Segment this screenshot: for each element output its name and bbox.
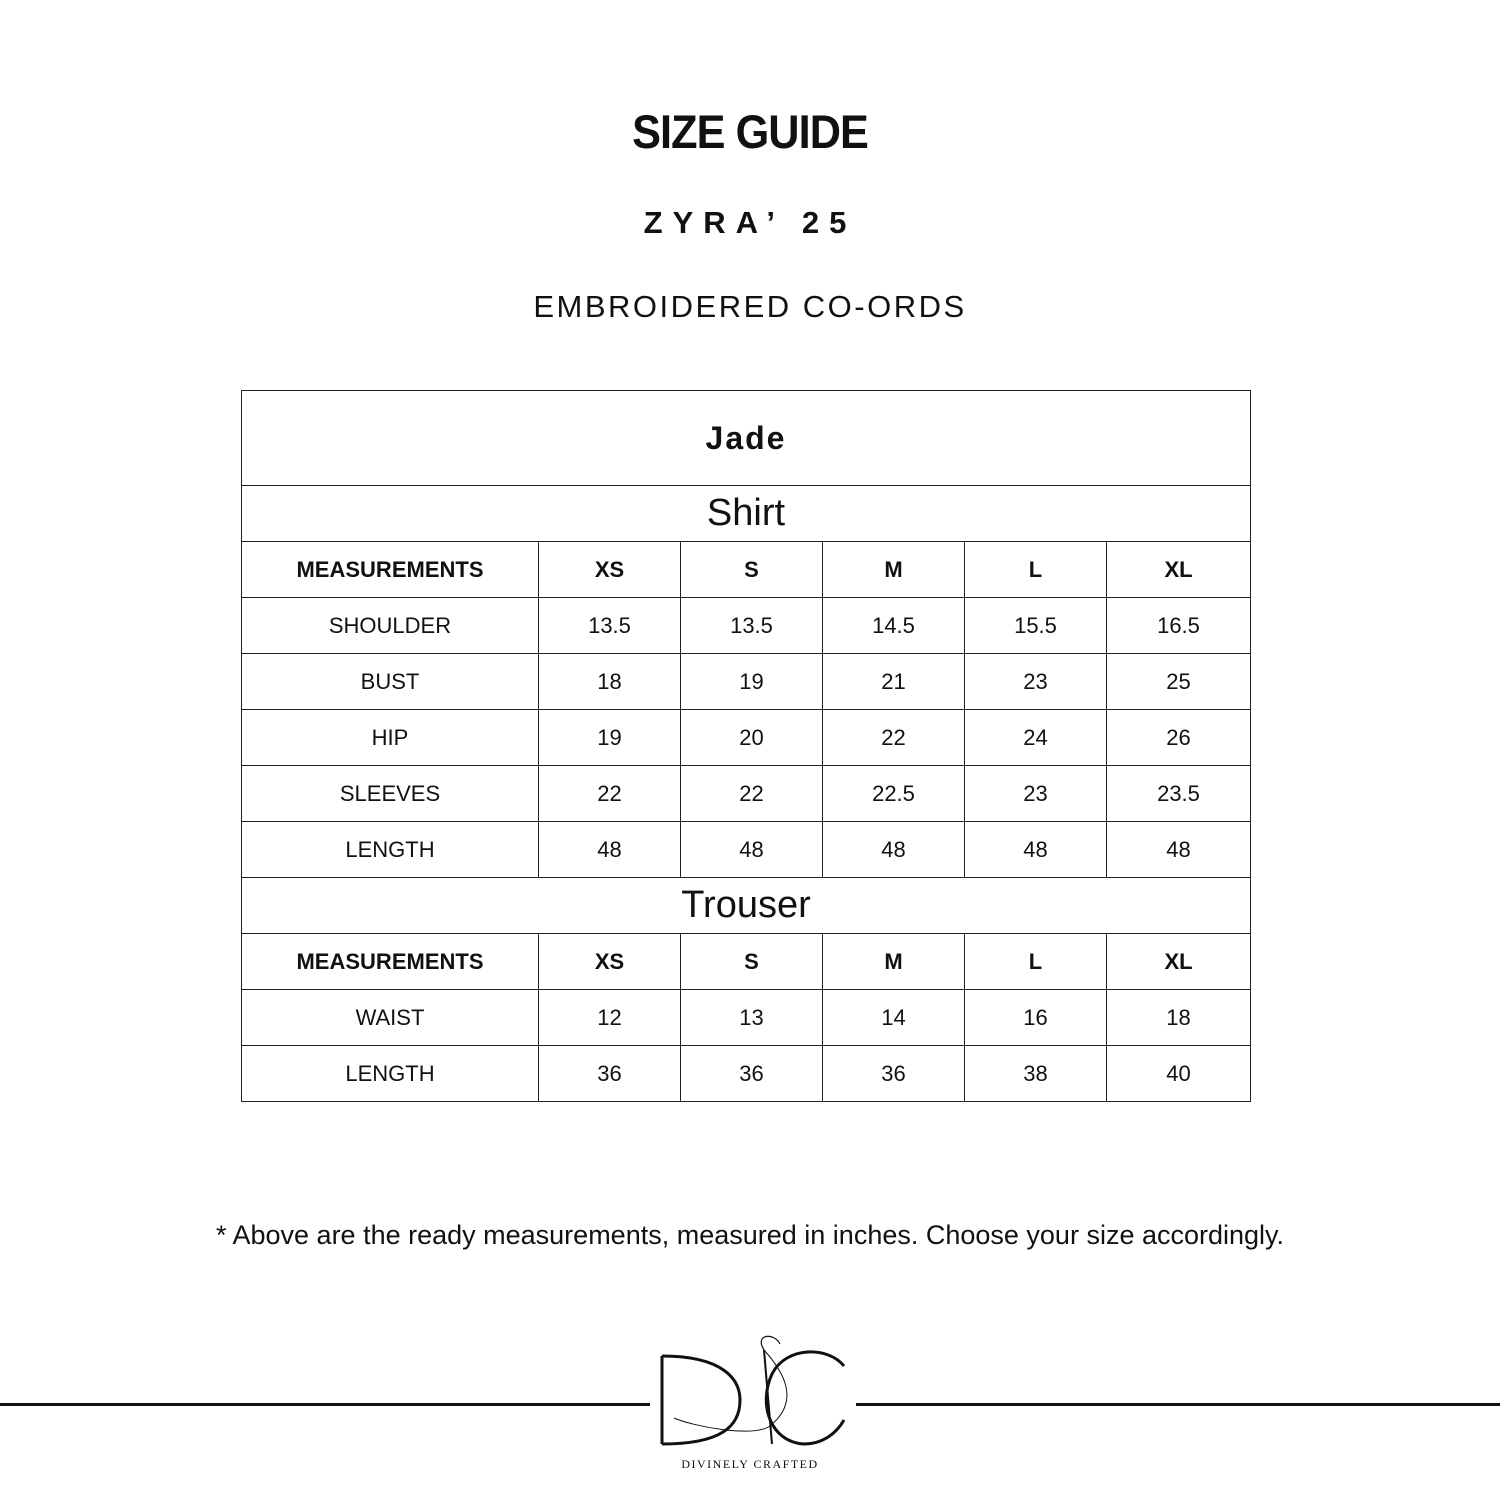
page-title: SIZE GUIDE [632,105,868,158]
measurement-value: 23 [965,654,1107,710]
table-row [242,822,1251,878]
divider-left [0,1403,650,1406]
shirt-section-title: Shirt [242,486,1251,542]
measurement-value: 40 [1107,1046,1251,1102]
footnote: * Above are the ready measurements, measured in inches. Choose your size accordingly. [215,1220,1285,1250]
table-row [242,710,1251,766]
measurement-value: 23.5 [1107,766,1251,822]
table-row [242,598,1251,654]
brand-name: DIVINELY CRAFTED [681,1457,819,1471]
measurement-value: 36 [823,1046,965,1102]
measurement-value: 21 [823,654,965,710]
measurement-value: 48 [823,822,965,878]
trouser-section-title: Trouser [242,878,1251,934]
product-name-row [242,391,1251,486]
measurement-value: 48 [681,822,823,878]
measurement-value: 13 [681,990,823,1046]
measurement-label: HIP [242,710,539,766]
measurement-value: 24 [965,710,1107,766]
measurement-value: 13.5 [539,598,681,654]
measurement-value: 22.5 [823,766,965,822]
measurement-label: WAIST [242,990,539,1046]
divider-right [856,1403,1500,1406]
size-header: XS [539,542,681,598]
measurement-value: 22 [539,766,681,822]
measurements-header: MEASUREMENTS [242,934,539,990]
table-row [242,1046,1251,1102]
measurement-value: 14.5 [823,598,965,654]
measurement-value: 15.5 [965,598,1107,654]
measurement-value: 16 [965,990,1107,1046]
measurement-value: 26 [1107,710,1251,766]
measurement-value: 19 [681,654,823,710]
table-row [242,766,1251,822]
measurement-label: LENGTH [242,822,539,878]
measurement-value: 12 [539,990,681,1046]
measurement-value: 48 [539,822,681,878]
product-name: Jade [242,391,1251,486]
measurement-value: 25 [1107,654,1251,710]
size-header: M [823,934,965,990]
size-chart-table [241,390,1251,1102]
measurement-value: 48 [965,822,1107,878]
measurement-value: 22 [681,766,823,822]
measurement-value: 36 [539,1046,681,1102]
size-header: S [681,934,823,990]
measurement-value: 36 [681,1046,823,1102]
measurement-value: 22 [823,710,965,766]
size-header: M [823,542,965,598]
measurement-label: SLEEVES [242,766,539,822]
measurement-value: 48 [1107,822,1251,878]
measurement-value: 13.5 [681,598,823,654]
collection-name: ZYRA’ 25 [643,205,857,240]
shirt-header-row [242,542,1251,598]
table-row [242,990,1251,1046]
category-name: EMBROIDERED CO-ORDS [533,289,967,324]
size-header: L [965,542,1107,598]
measurements-header: MEASUREMENTS [242,542,539,598]
measurement-value: 16.5 [1107,598,1251,654]
measurement-value: 38 [965,1046,1107,1102]
size-header: S [681,542,823,598]
measurement-label: LENGTH [242,1046,539,1102]
measurement-value: 20 [681,710,823,766]
measurement-value: 18 [539,654,681,710]
size-header: L [965,934,1107,990]
table-row [242,654,1251,710]
measurement-value: 14 [823,990,965,1046]
size-header: XS [539,934,681,990]
measurement-label: SHOULDER [242,598,539,654]
measurement-value: 19 [539,710,681,766]
shirt-section-row [242,486,1251,542]
measurement-value: 23 [965,766,1107,822]
trouser-header-row [242,934,1251,990]
trouser-section-row [242,878,1251,934]
measurement-value: 18 [1107,990,1251,1046]
size-header: XL [1107,542,1251,598]
size-header: XL [1107,934,1251,990]
measurement-label: BUST [242,654,539,710]
